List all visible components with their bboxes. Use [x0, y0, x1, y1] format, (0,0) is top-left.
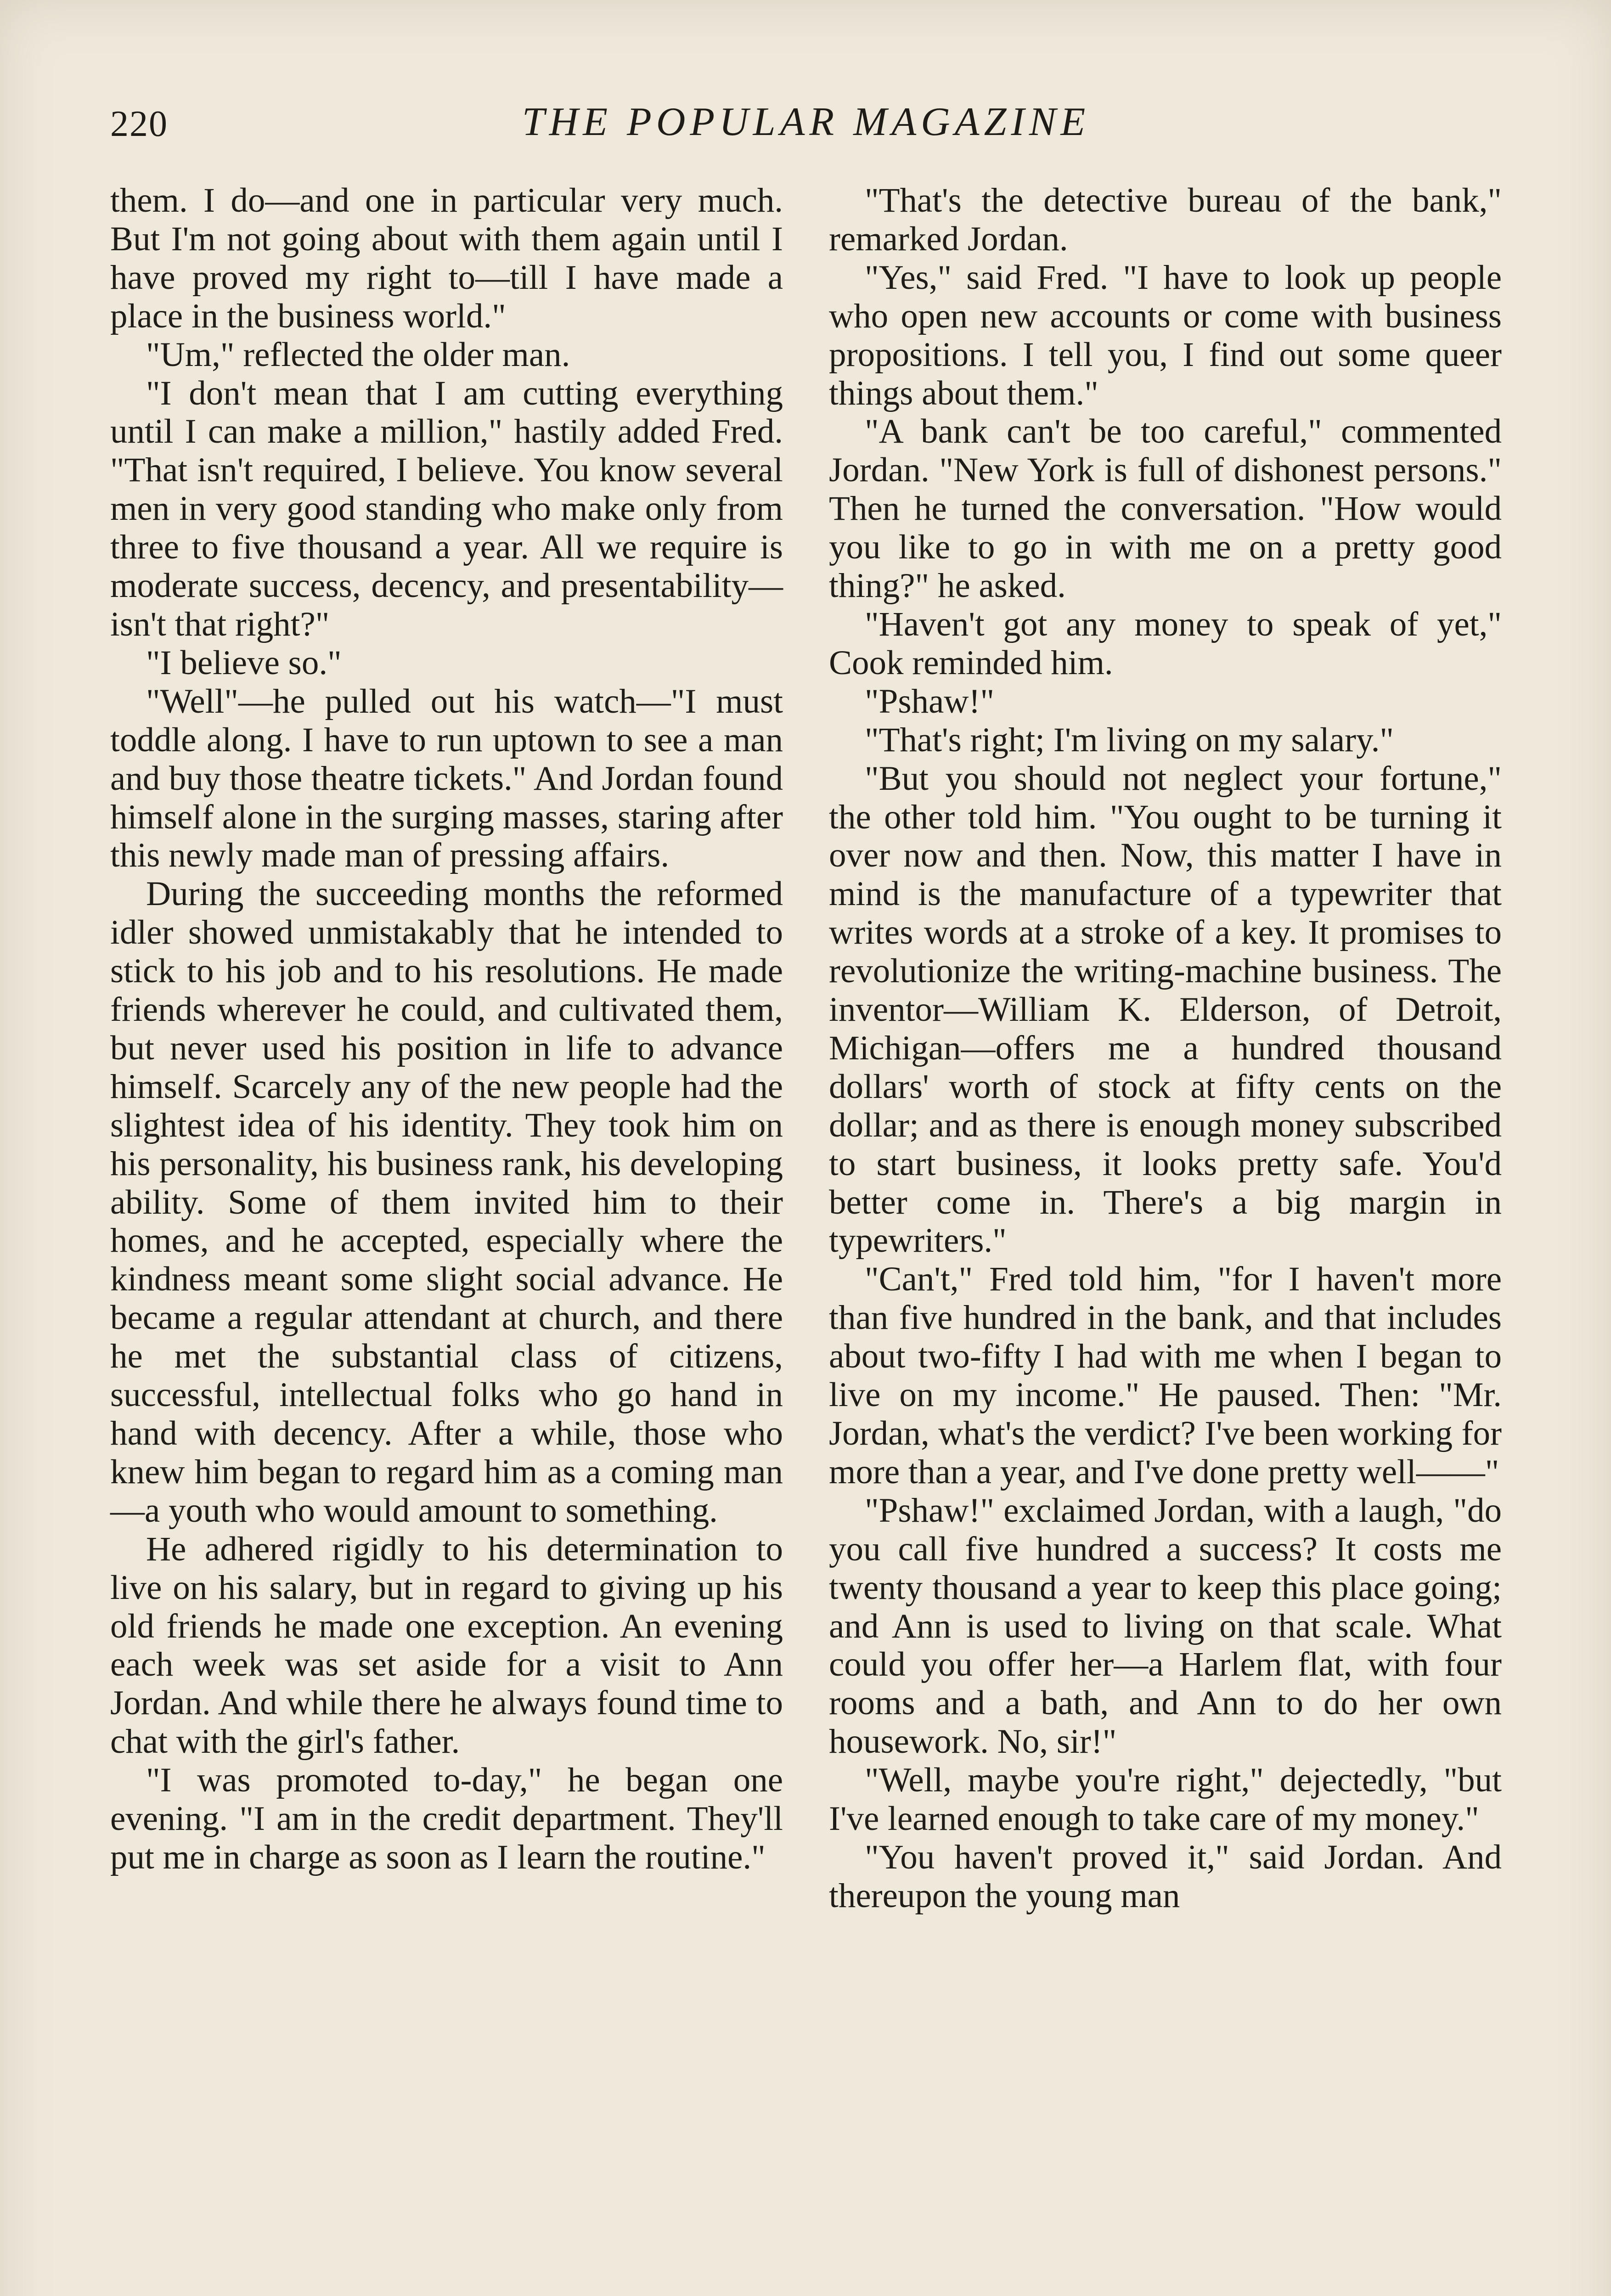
paragraph: "A bank can't be too careful," commented Jordan. "New York is full of dishonest persons." Then he turned the conversation. "How would you like to go in with me on a pretty good thing?" he asked. [829, 412, 1502, 605]
paragraph: "I don't mean that I am cutting everything until I can make a million," hastily added Fred. "That isn't required, I believe. You know several men in very good standing who make only from three to five thousand a year. All we require is moderate success, decency, and presentability—isn't that right?" [110, 374, 783, 643]
paragraph: "Pshaw!" exclaimed Jordan, with a laugh, "do you call five hundred a success? It costs me twenty thousand a year to keep this place going; and Ann is used to living on that scale. What could you offer her—a Harlem flat, with four rooms and a bath, and Ann to do her own housework. No, sir!" [829, 1491, 1502, 1761]
paragraph: "Um," reflected the older man. [146, 335, 570, 374]
paragraph: "That's right; I'm living on my salary." [865, 720, 1394, 759]
paragraph: "Well"—he pulled out his watch—"I must toddle along. I have to run uptown to see a man and buy those theatre tickets." And Jordan found himself alone in the surging masses, staring after this newly made man of pressing affairs. [110, 682, 783, 875]
paragraph: "Haven't got any money to speak of yet," Cook reminded him. [829, 605, 1502, 682]
paragraph: He adhered rigidly to his determination to live on his salary, but in regard to giving up his old friends he made one exception. An evening each week was set aside for a visit to Ann Jordan. And while there he always found time to chat with the girl's father. [110, 1530, 783, 1761]
left-column [110, 181, 783, 1877]
paragraph: them. I do—and one in particular very much. But I'm not going about with them again until I have proved my right to—till I have made a place in the business world." [110, 181, 783, 335]
paragraph: "You haven't proved it," said Jordan. And thereupon the young man [829, 1838, 1502, 1915]
paragraph: During the succeeding months the reformed idler showed unmistakably that he intended to stick to his job and to his resolutions. He made friends wherever he could, and cultivated them, but never used his position in life to advance himself. Scarcely any of the new people had the slightest idea of his identity. They took him on his personality, his business rank, his developing ability. Some of them invited him to their homes, and he accepted, especially where the kindness meant some slight social advance. He became a regular attendant at church, and there he met the substantial class of citizens, successful, intellectual folks who go hand in hand with decency. After a while, those who knew him began to regard him as a coming man—a youth who would amount to something. [110, 875, 783, 1530]
paragraph: "That's the detective bureau of the bank," remarked Jordan. [829, 181, 1502, 258]
page-header [110, 99, 1502, 158]
paragraph: "Well, maybe you're right," dejectedly, "but I've learned enough to take care of my money." [829, 1761, 1502, 1838]
paragraph: "Can't," Fred told him, "for I haven't more than five hundred in the bank, and that includes about two-fifty I had with me when I began to live on my income." He paused. Then: "Mr. Jordan, what's the verdict? I've been working for more than a year, and I've done pretty well——" [829, 1260, 1502, 1491]
paragraph: "I was promoted to-day," he began one evening. "I am in the credit department. They'll put me in charge as soon as I learn the routine." [110, 1761, 783, 1876]
right-column [829, 181, 1502, 1915]
page-number: 220 [110, 104, 168, 144]
paragraph: "Pshaw!" [865, 682, 995, 720]
magazine-title: THE POPULAR MAGAZINE [522, 100, 1090, 144]
paragraph: "But you should not neglect your fortune," the other told him. "You ought to be turning it over now and then. Now, this matter I have in mind is the manufacture of a typewriter that writes words at a stroke of a key. It promises to revolutionize the writing-machine business. The inventor—William K. Elderson, of Detroit, Michigan—offers me a hundred thousand dollars' worth of stock at fifty cents on the dollar; and as there is enough money subscribed to start business, it looks pretty safe. You'd better come in. There's a big margin in typewriters." [829, 759, 1502, 1260]
paragraph: "Yes," said Fred. "I have to look up people who open new accounts or come with business propositions. I tell you, I find out some queer things about them." [829, 258, 1502, 412]
paragraph: "I believe so." [146, 643, 342, 682]
